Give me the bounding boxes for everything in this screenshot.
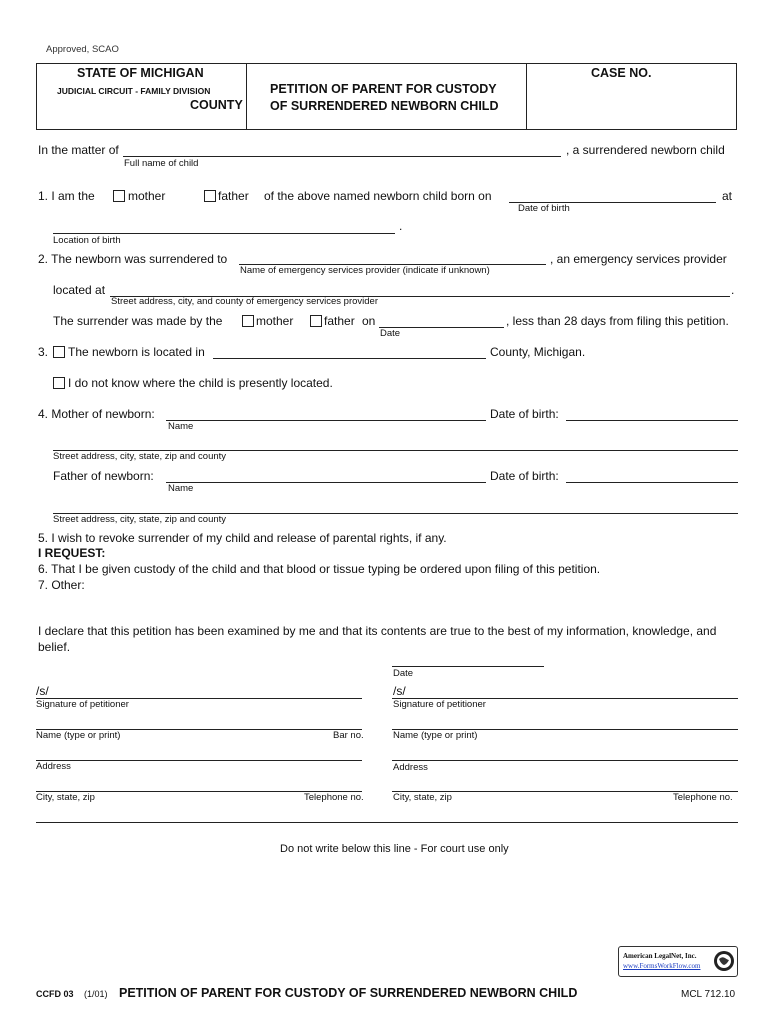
item6-text: 6. That I be given custody of the child and that blood or tissue typing be ordered upon filing of this petition. [38, 562, 601, 576]
declaration-line1: I declare that this petition has been examined by me and that its contents are true to the best of my information, knowledge, and [38, 624, 717, 638]
footer-title: PETITION OF PARENT FOR CUSTODY OF SURRENDERED NEWBORN CHILD [119, 986, 578, 1000]
form-title-line2: OF SURRENDERED NEWBORN CHILD [270, 99, 499, 113]
address-left-caption: Address [36, 761, 71, 772]
located-text: The newborn is located in [68, 345, 205, 359]
date-caption: Date [393, 668, 414, 679]
item2-prefix: 2. The newborn was surrendered to [38, 252, 228, 266]
child-name-field[interactable] [123, 156, 561, 157]
mother-checkbox-1[interactable] [113, 190, 125, 202]
case-no-label: CASE NO. [591, 66, 652, 80]
court-use-divider [36, 822, 738, 823]
globe-icon [713, 950, 735, 972]
matter-prefix: In the matter of [38, 143, 119, 157]
date-field[interactable] [392, 666, 544, 667]
mother-dob-field[interactable] [566, 420, 738, 421]
located-at-label: located at [53, 283, 106, 297]
father-dob-label: Date of birth: [490, 469, 559, 483]
less-than-text: , less than 28 days from filing this petition. [506, 314, 729, 328]
name-left-caption: Name (type or print) [36, 730, 121, 741]
mother-label-2: mother [256, 314, 294, 328]
circuit-label: JUDICIAL CIRCUIT - FAMILY DIVISION [57, 86, 211, 96]
unknown-location-text: I do not know where the child is presently located. [68, 376, 333, 390]
mother-dob-label: Date of birth: [490, 407, 559, 421]
statute-reference: MCL 712.10 [681, 989, 736, 1000]
item1-at: at [722, 189, 733, 203]
father-address-caption: Street address, city, state, zip and county [53, 514, 227, 525]
address-right-field[interactable] [392, 760, 738, 761]
item2-suffix: , an emergency services provider [550, 252, 727, 266]
signature-left-mark: /s/ [36, 684, 49, 698]
form-revision: (1/01) [84, 989, 108, 999]
location-caption: Location of birth [53, 235, 121, 246]
birth-location-field[interactable] [53, 233, 395, 234]
request-heading: I REQUEST: [38, 546, 106, 560]
declaration-line2: belief. [38, 640, 71, 654]
father-dob-field[interactable] [566, 482, 738, 483]
signature-right-mark: /s/ [393, 684, 406, 698]
court-use-text: Do not write below this line - For court use only [280, 843, 509, 855]
address-right-caption: Address [393, 762, 428, 773]
county-field[interactable] [213, 358, 486, 359]
item1-prefix: 1. I am the [38, 189, 95, 203]
bar-no-caption: Bar no. [333, 730, 364, 741]
on-label: on [362, 314, 376, 328]
city-left-caption: City, state, zip [36, 792, 95, 803]
mother-address-caption: Street address, city, state, zip and county [53, 451, 227, 462]
item2-period: . [731, 283, 735, 297]
father-label: Father of newborn: [53, 469, 154, 483]
surrender-date-caption: Date [380, 328, 401, 339]
item5-text: 5. I wish to revoke surrender of my child and release of parental rights, if any. [38, 531, 447, 545]
item7-text: 7. Other: [38, 578, 85, 592]
item1-period: . [399, 219, 403, 233]
father-checkbox-2[interactable] [310, 315, 322, 327]
mother-checkbox-2[interactable] [242, 315, 254, 327]
matter-suffix: , a surrendered newborn child [566, 143, 725, 157]
located-checkbox[interactable] [53, 346, 65, 358]
father-checkbox-1[interactable] [204, 190, 216, 202]
county-label: COUNTY [190, 98, 243, 112]
name-right-caption: Name (type or print) [393, 730, 478, 741]
form-title-line1: PETITION OF PARENT FOR CUSTODY [270, 82, 497, 96]
legalnet-logo [618, 946, 738, 977]
telephone-left-caption: Telephone no. [304, 792, 364, 803]
mother-name-field[interactable] [166, 420, 486, 421]
city-right-caption: City, state, zip [393, 792, 452, 803]
father-label-2: father [324, 314, 355, 328]
unknown-location-checkbox[interactable] [53, 377, 65, 389]
signature-left-caption: Signature of petitioner [36, 699, 129, 710]
form-code: CCFD 03 [36, 989, 74, 999]
mother-name-caption: Name [168, 421, 194, 432]
surrender-text: The surrender was made by the [53, 314, 223, 328]
child-name-caption: Full name of child [124, 158, 199, 169]
state-label: STATE OF MICHIGAN [77, 66, 204, 80]
provider-caption: Name of emergency services provider (indicate if unknown) [240, 265, 490, 276]
logo-name: American LegalNet, Inc. [623, 952, 697, 960]
signature-right-caption: Signature of petitioner [393, 699, 486, 710]
telephone-right-caption: Telephone no. [673, 792, 733, 803]
approved-note: Approved, SCAO [46, 44, 119, 55]
address-left-field[interactable] [36, 760, 362, 761]
item1-text: of the above named newborn child born on [264, 189, 492, 203]
mother-label-1: mother [128, 189, 166, 203]
father-label-1: father [218, 189, 249, 203]
logo-url[interactable]: www.FormsWorkFlow.com [623, 962, 701, 970]
provider-address-caption: Street address, city, and county of emergency services provider [111, 296, 379, 307]
county-michigan: County, Michigan. [490, 345, 586, 359]
mother-label: 4. Mother of newborn: [38, 407, 155, 421]
father-name-caption: Name [168, 483, 194, 494]
father-name-field[interactable] [166, 482, 486, 483]
item3-prefix: 3. [38, 345, 49, 359]
dob-caption-1: Date of birth [518, 203, 570, 214]
